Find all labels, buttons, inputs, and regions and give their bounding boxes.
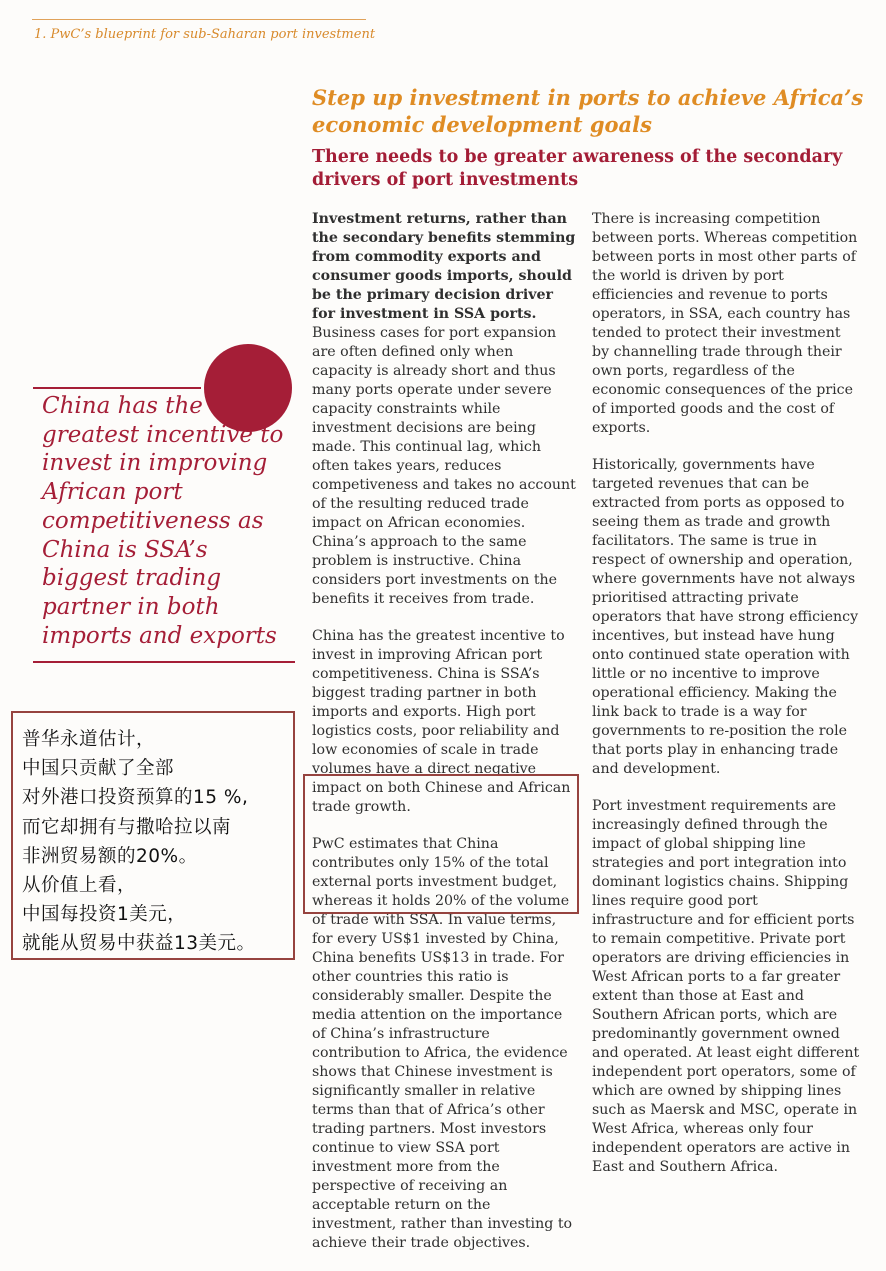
chinese-annotation-box xyxy=(11,711,295,960)
paragraph xyxy=(312,210,577,609)
annotation-line: 中国只贡献了全部 xyxy=(22,758,175,780)
pull-quote-bottom-rule xyxy=(33,661,295,663)
pull-quote-top-rule xyxy=(33,387,201,389)
paragraph: Historically, governments have targeted revenues that can be extracted from ports as opposed to seeing them as trade and growth facilitators. The same is true in respect of ownership and operation, where governments have not always prioritised attracting private operators that have strong efficiency incentives, but instead have hung onto continued state operation with little or no incentive to improve operational efficiency. Making the link back to trade is a way for governments to re-position the role that ports play in enhancing trade and development. xyxy=(592,457,859,777)
headline: Step up investment in ports to achieve Africa’s economic development goals xyxy=(312,85,864,137)
running-head: 1. PwC’s blueprint for sub-Saharan port investment xyxy=(34,27,376,42)
paragraph: China has the greatest incentive to invest in improving African port competitiveness. China is SSA’s biggest trading partner in both imports and exports. High port logistics costs, poor reliability and low economies of scale in trade volumes have a direct negative impact on both Chinese and African trade growth. xyxy=(312,628,571,815)
annotation-line: 而它却拥有与撒哈拉以南 xyxy=(22,816,232,838)
paragraph: PwC estimates that China contributes only 15% of the total external ports investment budget, whereas it holds 20% of the volume of trade with SSA. In value terms, for every US$1 invested by China, China benefits US$13 in trade. For other countries this ratio is considerably smaller. Despite the media attention on the importance of China’s infrastructure contribution to Africa, the evidence shows that Chinese investment is significantly smaller in relative terms than that of Africa’s other trading partners. Most investors continue to view SSA port investment more from the perspective of receiving an acceptable return on the investment, rather than investing to achieve their trade objectives. xyxy=(312,836,573,1251)
pull-quote: China has the greatest incentive to invest in improving African port competitiveness as China is SSA’s biggest trading partner in both imports and exports xyxy=(42,393,284,649)
annotation-line: 从价值上看， xyxy=(22,875,137,897)
body-column-left xyxy=(312,210,577,1271)
annotation-line: 就能从贸易中获益13美元。 xyxy=(22,933,256,955)
annotation-line: 对外港口投资预算的15 %, xyxy=(22,787,249,809)
paragraph: Port investment requirements are increasingly defined through the impact of global shipping line strategies and port integration into dominant logistics chains. Shipping lines require good port infrastructure and for efficient ports to remain competitive. Private port operators are driving efficiencies in West African ports to a far greater extent than those at East and Southern African ports, which are predominantly government owned and operated. At least eight different independent port operators, some of which are owned by shipping lines such as Maersk and MSC, operate in West Africa, whereas only four independent operators are active in East and Southern Africa. xyxy=(592,798,860,1175)
paragraph: There is increasing competition between ports. Whereas competition between ports in most other parts of the world is driven by port efficiencies and revenue to ports operators, in SSA, each country has tended to protect their investment by channelling trade through their own ports, regardless of the economic consequences of the price of imported goods and the cost of exports. xyxy=(592,211,858,436)
annotation-line: 普华永道估计， xyxy=(22,729,156,750)
top-rule xyxy=(32,19,366,20)
paragraph-text: Business cases for port expansion are often defined only when capacity is already short and thus many ports operate under severe capacity constraints while investment decisions are being made. This continual lag, which often takes years, reduces competiveness and takes no account of the resulting reduced trade impact on African economies. China’s approach to the same problem is instructive. China considers port investments on the benefits it receives from trade. xyxy=(312,325,576,607)
annotation-line: 非洲贸易额的20%。 xyxy=(22,845,198,867)
annotation-line: 中国每投资1美元， xyxy=(22,904,187,926)
body-column-right xyxy=(592,210,862,1195)
paragraph-lead: Investment returns, rather than the secondary benefits stemming from commodity exports and consumer goods imports, should be the primary decision driver for investment in SSA ports. xyxy=(312,211,576,322)
subheadline: There needs to be greater awareness of the secondary drivers of port investments xyxy=(312,147,843,190)
